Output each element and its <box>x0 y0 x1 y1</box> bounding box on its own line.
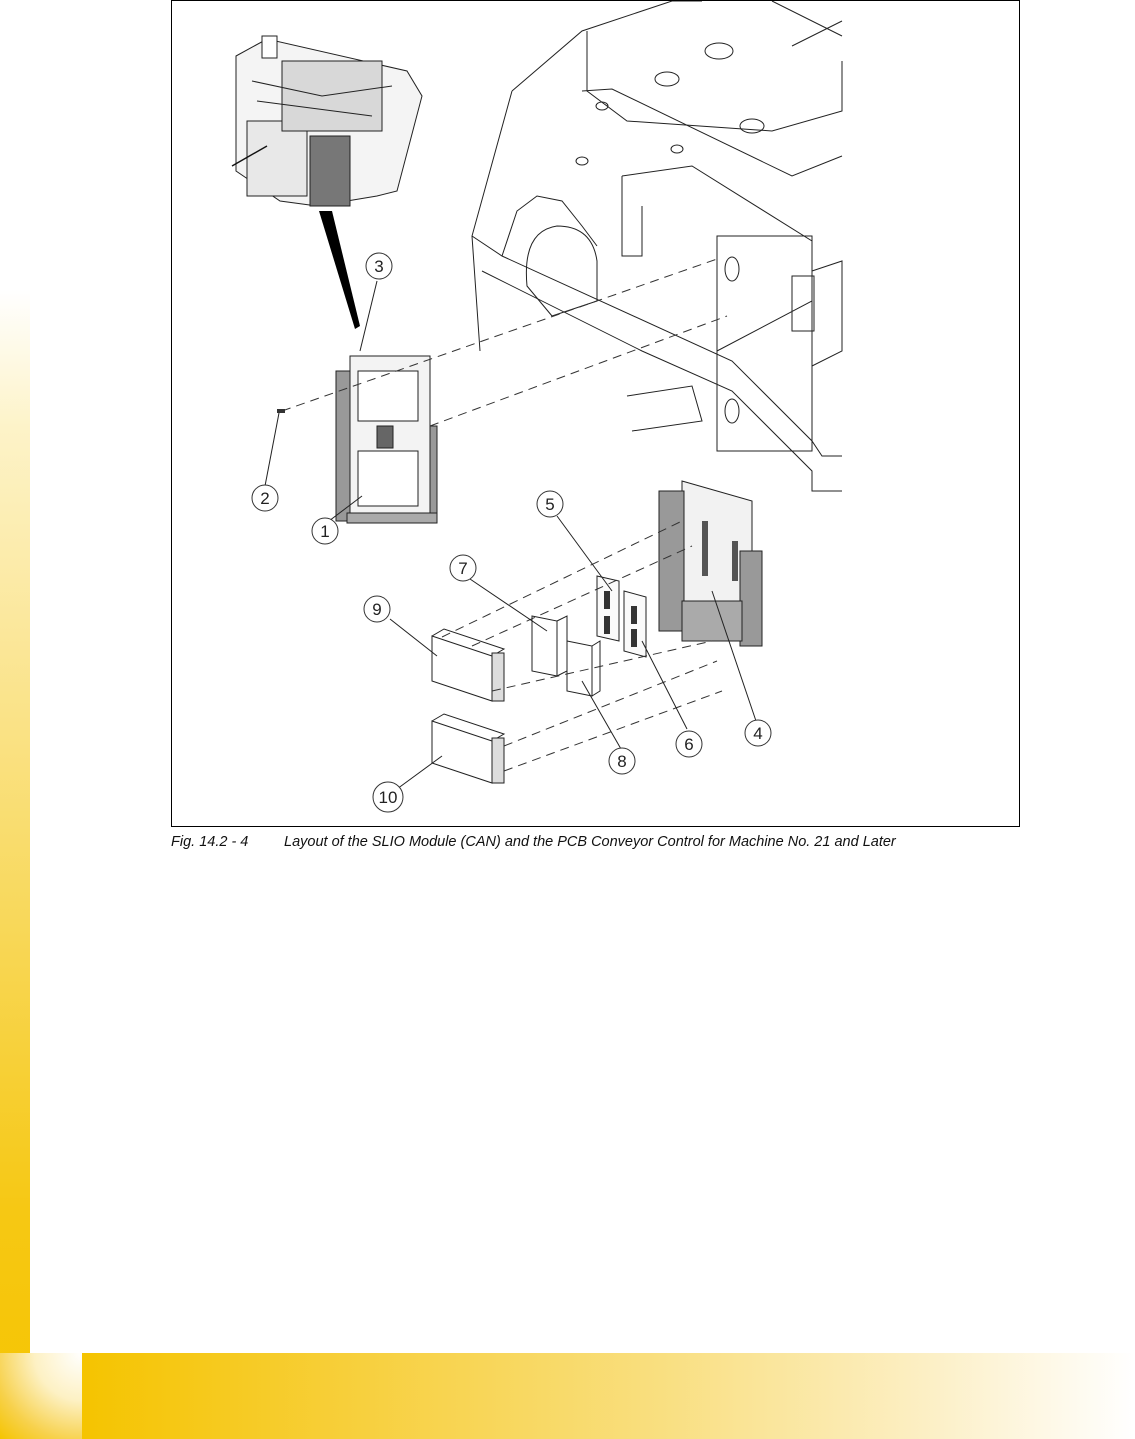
technical-drawing <box>172 1 1021 828</box>
parts-5-6-boards <box>597 576 646 657</box>
callout-3-label: 3 <box>374 257 384 276</box>
callout-3 <box>366 253 392 279</box>
part-1-slio-module <box>336 356 437 523</box>
callout-2-label: 2 <box>260 489 270 508</box>
callout-5-label: 5 <box>545 495 555 514</box>
callout-5 <box>537 491 563 517</box>
callout-6 <box>676 731 702 757</box>
callout-1 <box>312 518 338 544</box>
callout-2 <box>252 485 278 511</box>
callout-7 <box>450 555 476 581</box>
callout-9 <box>364 596 390 622</box>
callout-10-label: 10 <box>378 788 398 807</box>
part-4-housing <box>659 481 762 646</box>
figure-caption <box>171 834 1031 850</box>
callout-7-label: 7 <box>458 559 468 578</box>
part-2-screw <box>277 409 285 413</box>
callout-9-label: 9 <box>372 600 382 619</box>
callout-8 <box>609 748 635 774</box>
callout-4-label: 4 <box>753 724 763 743</box>
callout-10 <box>373 782 403 812</box>
machine-frame-drawing <box>472 1 842 491</box>
bottom-accent-band <box>82 1353 1135 1439</box>
side-accent-band <box>0 290 30 1439</box>
machine-overview-thumbnail <box>232 36 422 329</box>
callout-6-label: 6 <box>684 735 694 754</box>
corner-accent <box>0 1353 82 1439</box>
figure-frame <box>171 0 1020 827</box>
callout-8-label: 8 <box>617 752 627 771</box>
figure-number: Fig. 14.2 - 4 <box>171 834 249 850</box>
callout-4 <box>745 720 771 746</box>
parts-9-10-boxes <box>432 629 504 783</box>
callout-1-label: 1 <box>320 522 330 541</box>
figure-title: Layout of the SLIO Module (CAN) and the PCB Conveyor Control for Machine No. 21 and Later <box>284 834 896 850</box>
